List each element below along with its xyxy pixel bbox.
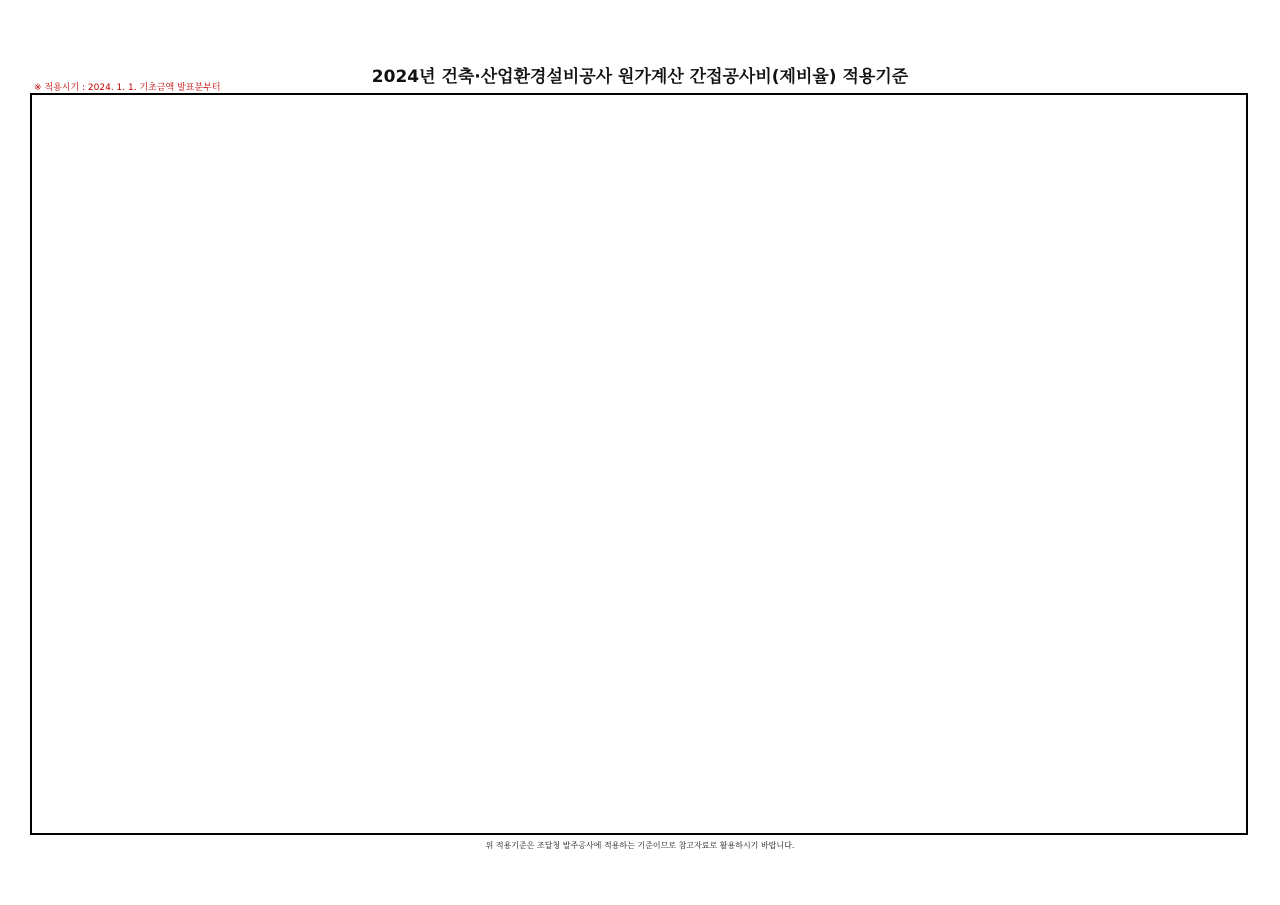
page-subtitle: ※ 적용시기 : 2024. 1. 1. 기초금액 발표분부터 bbox=[34, 83, 221, 93]
page-title: 2024년 건축·산업환경설비공사 원가계산 간접공사비(제비율) 적용기준 bbox=[371, 67, 909, 87]
footer-note: 위 적용기준은 조달청 발주공사에 적용하는 기준이므로 참고자료로 활용하시기 바랍니다. bbox=[485, 841, 795, 850]
rate-tables-sheet bbox=[30, 93, 1248, 835]
